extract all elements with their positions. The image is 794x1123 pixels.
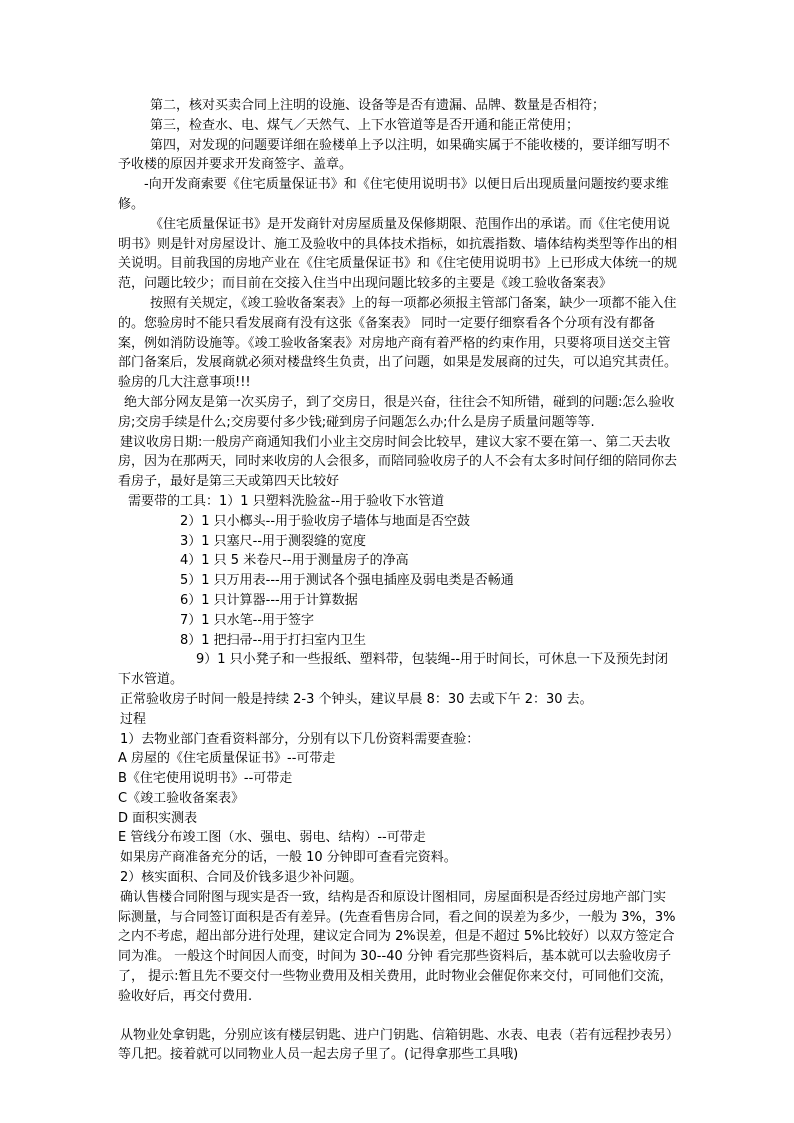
paragraph-quality-guarantee: 《住宅质量保证书》是开发商针对房屋质量及保修期限、范围作出的承诺。而《住宅使用说明书》则是针对房屋设计、施工及验收中的具体技术指标，如抗震指数、墙体结构类型等作出的相关说明。目前我国的房地产业在《住宅质量保证书》和《住宅使用说明书》上已形成大体统一的规范，问题比较少；而目前在交接入住当中出现问题比较多的主要是《竣工验收备案表》 [118, 216, 678, 292]
tools-intro: 需要带的工具： [128, 493, 220, 509]
step-2: 2）核实面积、合同及价钱多退少补问题。 [120, 870, 363, 886]
document-body [118, 96, 678, 1065]
doc-item-e: E 管线分布竣工图（水、强电、弱电、结构）--可带走 [118, 830, 426, 846]
paragraph-documents-time: 如果房产商准备充分的话，一般 10 分钟即可查看完资料。 [120, 850, 457, 866]
doc-item-d: D 面积实测表 [118, 810, 198, 826]
tools-list [118, 492, 678, 690]
doc-item-b: B《住宅使用说明书》--可带走 [118, 771, 293, 787]
tools-item-6: 6）1 只计算器---用于计算数据 [180, 592, 358, 608]
heading-process: 过程 [120, 711, 147, 727]
tools-item-1: 需要带的工具：1）1 只塑料洗脸盆--用于验收下水管道 [128, 493, 445, 509]
tools-item-9: 9）1 只小凳子和一些报纸、塑料带，包装绳--用于时间长，可休息一下及预先封闭下水管道。 [118, 652, 669, 688]
section-heading-notes: 验房的几大注意事项!!! [118, 375, 251, 391]
paragraph-gap [118, 1007, 678, 1026]
paragraph-check-contract: 第二，核对买卖合同上注明的设施、设备等是否有遗漏、品牌、数量是否相符； [150, 98, 606, 113]
tools-item-8: 8）1 把扫帚--用于打扫室内卫生 [180, 632, 367, 648]
paragraph-suggested-date: 建议收房日期:一般房产商通知我们小业主交房时间会比较早，建议大家不要在第一、第二天去收房，因为在那两天，同时来收房的人会很多，而陪同验收房子的人不会有太多时间仔细的陪同你去看房子，最好是第三天或第四天比较好 [118, 434, 678, 490]
tools-item-7: 7）1 只水笔--用于签字 [180, 612, 315, 628]
doc-item-c: C《竣工验收备案表》 [118, 790, 245, 806]
tools-item-5: 5）1 只万用表---用于测试各个强电插座及弱电类是否畅通 [180, 573, 514, 589]
paragraph-verify-area: 确认售楼合同附图与现实是否一致，结构是否和原设计图相同，房屋面积是否经过房地产部门实际测量，与合同签订面积是否有差异。(先查看售房合同，看之间的误差为多少，一般为 3%，3%之内不考虑，超出部分进行处理，建议定合同为 2%误差，但是不超过 5%比较好）以双方签定合同为准。 一般这个时间因人而变，时间为 30--40 分钟 看完那些资料后，基本就可以去验收房子了， 提示:暂且先不要交付一些物业费用及相关费用，此时物业会催促你来交付，可同他们交流，验收好后，再交付费用. [118, 889, 676, 1004]
paragraph-filing-form: 按照有关规定，《竣工验收备案表》上的每一项都必须报主管部门备案，缺少一项都不能入住的。您验房时不能只看发展商有没有这张《备案表》 同时一定要仔细察看各个分项有没有都备案，例如消防设施等。《竣工验收备案表》对房地产商有着严格的约束作用，只要将项目送交主管部门备案后，发展商就必须对楼盘终生负责，出了问题，如果是发展商的过失，可以追究其责任。 [118, 295, 678, 371]
step-1: 1）去物业部门查看资料部分，分别有以下几份资料需要查验： [120, 731, 480, 747]
tools-item-3: 3）1 只塞尺--用于测裂缝的宽度 [180, 533, 367, 549]
paragraph-inspection-time: 正常验收房子时间一般是持续 2-3 个钟头，建议早晨 8：30 去或下午 2：30 去。 [120, 691, 593, 707]
paragraph-request-documents: -向开发商索要《住宅质量保证书》和《住宅使用说明书》以便日后出现质量问题按约要求维修。 [118, 177, 669, 212]
paragraph-note-problems: 第四，对发现的问题要详细在验楼单上予以注明，如果确实属于不能收楼的，要详细写明不予收楼的原因并要求开发商签字、盖章。 [118, 137, 671, 173]
paragraph-check-utilities: 第三，检查水、电、煤气／天然气、上下水管道等是否开通和能正常使用； [150, 117, 580, 133]
paragraph-get-keys: 从物业处拿钥匙，分别应该有楼层钥匙、进户门钥匙、信箱钥匙、水表、电表（若有远程抄表另）等几把。接着就可以同物业人员一起去房子里了。(记得拿那些工具哦) [118, 1027, 673, 1063]
tools-item-2: 2）1 只小榔头--用于验收房子墙体与地面是否空鼓 [180, 513, 471, 529]
tools-item-4: 4）1 只 5 米卷尺--用于测量房子的净高 [180, 553, 409, 569]
doc-item-a: A 房屋的《住宅质量保证书》--可带走 [118, 751, 336, 767]
paragraph-first-time-buyers: 绝大部分网友是第一次买房子，到了交房日，很是兴奋，往往会不知所错，碰到的问题:怎么验收房;交房手续是什么;交房要付多少钱;碰到房子问题怎么办;什么是房子质量问题等等. [118, 394, 675, 430]
